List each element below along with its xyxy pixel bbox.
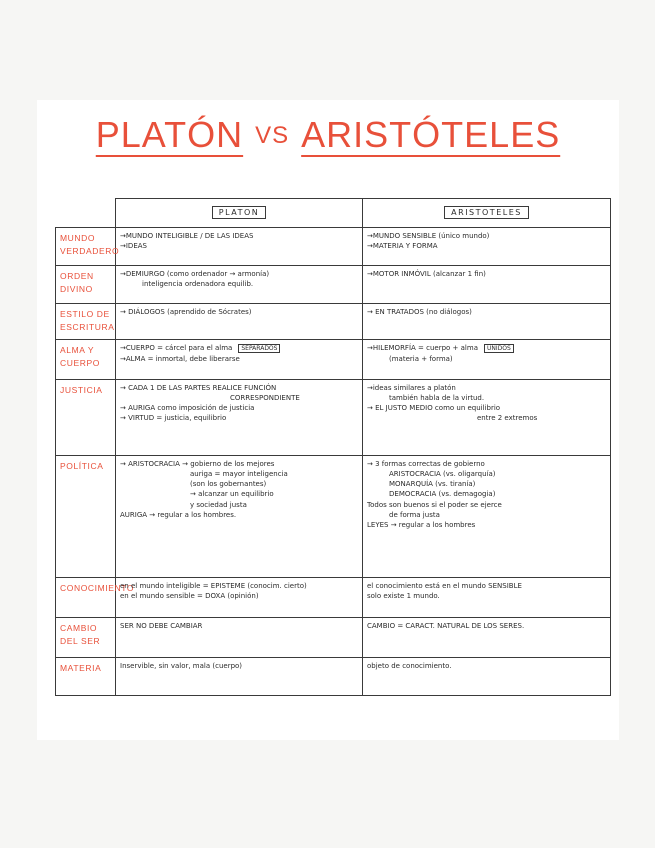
- title-vs: VS: [255, 122, 290, 149]
- platon-line: Inservible, sin valor, mala (cuerpo): [120, 662, 243, 670]
- row-label-line: CAMBIO: [60, 623, 98, 633]
- platon-line: (son los gobernantes): [190, 480, 267, 489]
- row-label: [56, 340, 116, 380]
- platon-line: inteligencia ordenadora equilib.: [142, 280, 254, 289]
- platon-line: →ALMA = inmortal, debe liberarse: [120, 354, 240, 363]
- page-title: [37, 114, 619, 156]
- aristoteles-cell: [363, 380, 611, 456]
- platon-cell: [116, 658, 363, 696]
- platon-cell: [116, 380, 363, 456]
- aristoteles-line: ARISTOCRACIA (vs. oligarquía): [389, 470, 496, 479]
- platon-cell: [116, 618, 363, 658]
- aristoteles-cell: [363, 618, 611, 658]
- row-label: [56, 658, 116, 696]
- aristoteles-line: Todos son buenos si el poder se ejerce: [367, 500, 502, 509]
- aristoteles-line: de forma justa: [389, 510, 440, 519]
- aristoteles-cell: [363, 456, 611, 578]
- row-label-line: DEL SER: [60, 636, 101, 647]
- platon-cell: [116, 456, 363, 578]
- row-label-line: ALMA Y: [60, 345, 95, 355]
- aristoteles-line: → 3 formas correctas de gobierno: [367, 460, 485, 468]
- platon-line: → AURIGA como imposición de justicia: [120, 404, 255, 413]
- row-label: [56, 266, 116, 304]
- notes-sheet: [37, 100, 619, 740]
- table-row: [56, 578, 611, 618]
- aristoteles-line: solo existe 1 mundo.: [367, 592, 440, 601]
- platon-line: → DIÁLOGOS (aprendido de Sócrates): [120, 308, 252, 316]
- table-row: [56, 658, 611, 696]
- row-label: [56, 456, 116, 578]
- aristoteles-line: →MOTOR INMÓVIL (alcanzar 1 fin): [367, 270, 486, 278]
- row-label-line: ORDEN: [60, 271, 94, 281]
- aristoteles-line: objeto de conocimiento.: [367, 662, 452, 670]
- table-row: [56, 340, 611, 380]
- aristoteles-line: CAMBIO = CARACT. NATURAL DE LOS SERES.: [367, 622, 525, 630]
- platon-cell: [116, 578, 363, 618]
- aristoteles-line: →MATERIA Y FORMA: [367, 242, 438, 251]
- table-row: [56, 304, 611, 340]
- row-label: [56, 228, 120, 266]
- aristoteles-line: el conocimiento está en el mundo SENSIBLE: [367, 582, 522, 590]
- row-label-line: VERDADERO: [60, 246, 120, 257]
- platon-line: CORRESPONDIENTE: [230, 394, 300, 403]
- table-row: [56, 618, 611, 658]
- aristoteles-cell: [363, 304, 611, 340]
- aristoteles-tag-badge: UNIDOS: [484, 344, 514, 353]
- table-row: [56, 456, 611, 578]
- platon-tag-badge: SEPARADOS: [238, 344, 280, 353]
- aristoteles-line: LEYES → regular a los hombres: [367, 520, 476, 529]
- platon-line: →DEMIURGO (como ordenador → armonía): [120, 270, 270, 278]
- platon-cell: [116, 266, 363, 304]
- table-row: [56, 228, 611, 266]
- row-label-line: JUSTICIA: [60, 385, 103, 395]
- platon-line: y sociedad justa: [190, 500, 247, 509]
- platon-line: AURIGA → regular a los hombres.: [120, 510, 237, 519]
- aristoteles-line: MONARQUÍA (vs. tiranía): [389, 480, 476, 489]
- title-platon: PLATÓN: [95, 114, 244, 155]
- platon-line: →MUNDO INTELIGIBLE / DE LAS IDEAS: [120, 232, 254, 240]
- row-label: [56, 304, 116, 340]
- header-aristoteles: ARISTOTELES: [363, 199, 611, 228]
- table-row: [56, 266, 611, 304]
- table-row: [56, 380, 611, 456]
- aristoteles-line: entre 2 extremos: [477, 414, 538, 423]
- platon-line: → alcanzar un equilibrio: [190, 490, 274, 499]
- aristoteles-line: →ideas similares a platón: [367, 384, 456, 392]
- aristoteles-line: DEMOCRACIA (vs. demagogia): [389, 490, 496, 499]
- aristoteles-line: → EL JUSTO MEDIO como un equilibrio: [367, 404, 501, 413]
- aristoteles-line: también habla de la virtud.: [389, 394, 485, 403]
- row-label-line: ESCRITURA: [60, 322, 115, 333]
- comparison-table: [55, 198, 611, 696]
- platon-line: → CADA 1 DE LAS PARTES REALICE FUNCIÓN: [120, 384, 277, 392]
- platon-line: en el mundo inteligible = EPISTEME (conocim. cierto): [120, 582, 307, 590]
- title-aristoteles: ARISTÓTELES: [301, 114, 561, 155]
- header-platon: PLATON: [116, 199, 363, 228]
- row-label-line: MATERIA: [60, 663, 102, 673]
- platon-line: SER NO DEBE CAMBIAR: [120, 622, 203, 630]
- aristoteles-line: →MUNDO SENSIBLE (único mundo): [367, 232, 490, 240]
- header-empty: [56, 199, 116, 228]
- row-label-line: ESTILO DE: [60, 309, 110, 319]
- row-label-line: CUERPO: [60, 358, 100, 369]
- row-label: [56, 618, 116, 658]
- platon-line: → VIRTUD = justicia, equilibrio: [120, 414, 227, 423]
- row-label-line: POLÍTICA: [60, 461, 104, 471]
- aristoteles-cell: [363, 658, 611, 696]
- aristoteles-line: →HILEMORFÍA = cuerpo + alma UNIDOS: [367, 343, 606, 354]
- aristoteles-cell: [363, 578, 611, 618]
- aristoteles-line: (materia + forma): [389, 354, 453, 363]
- platon-line: → ARISTOCRACIA → gobierno de los mejores: [120, 460, 275, 468]
- aristoteles-cell: [363, 228, 611, 266]
- aristoteles-cell: [363, 266, 611, 304]
- platon-cell: [116, 340, 363, 380]
- platon-line: →CUERPO = cárcel para el alma SEPARADOS: [120, 343, 358, 354]
- platon-line: en el mundo sensible = DOXA (opinión): [120, 592, 259, 601]
- platon-line: →IDEAS: [120, 242, 147, 251]
- row-label-line: DIVINO: [60, 284, 93, 295]
- row-label-line: MUNDO: [60, 233, 96, 243]
- platon-line: auriga = mayor inteligencia: [190, 470, 288, 479]
- platon-cell: [116, 304, 363, 340]
- row-label: [56, 578, 135, 618]
- header-row: [56, 199, 611, 228]
- row-label-line: CONOCIMIENTO: [60, 583, 135, 593]
- row-label: [56, 380, 116, 456]
- platon-cell: [116, 228, 363, 266]
- aristoteles-cell: [363, 340, 611, 380]
- aristoteles-line: → EN TRATADOS (no diálogos): [367, 308, 472, 316]
